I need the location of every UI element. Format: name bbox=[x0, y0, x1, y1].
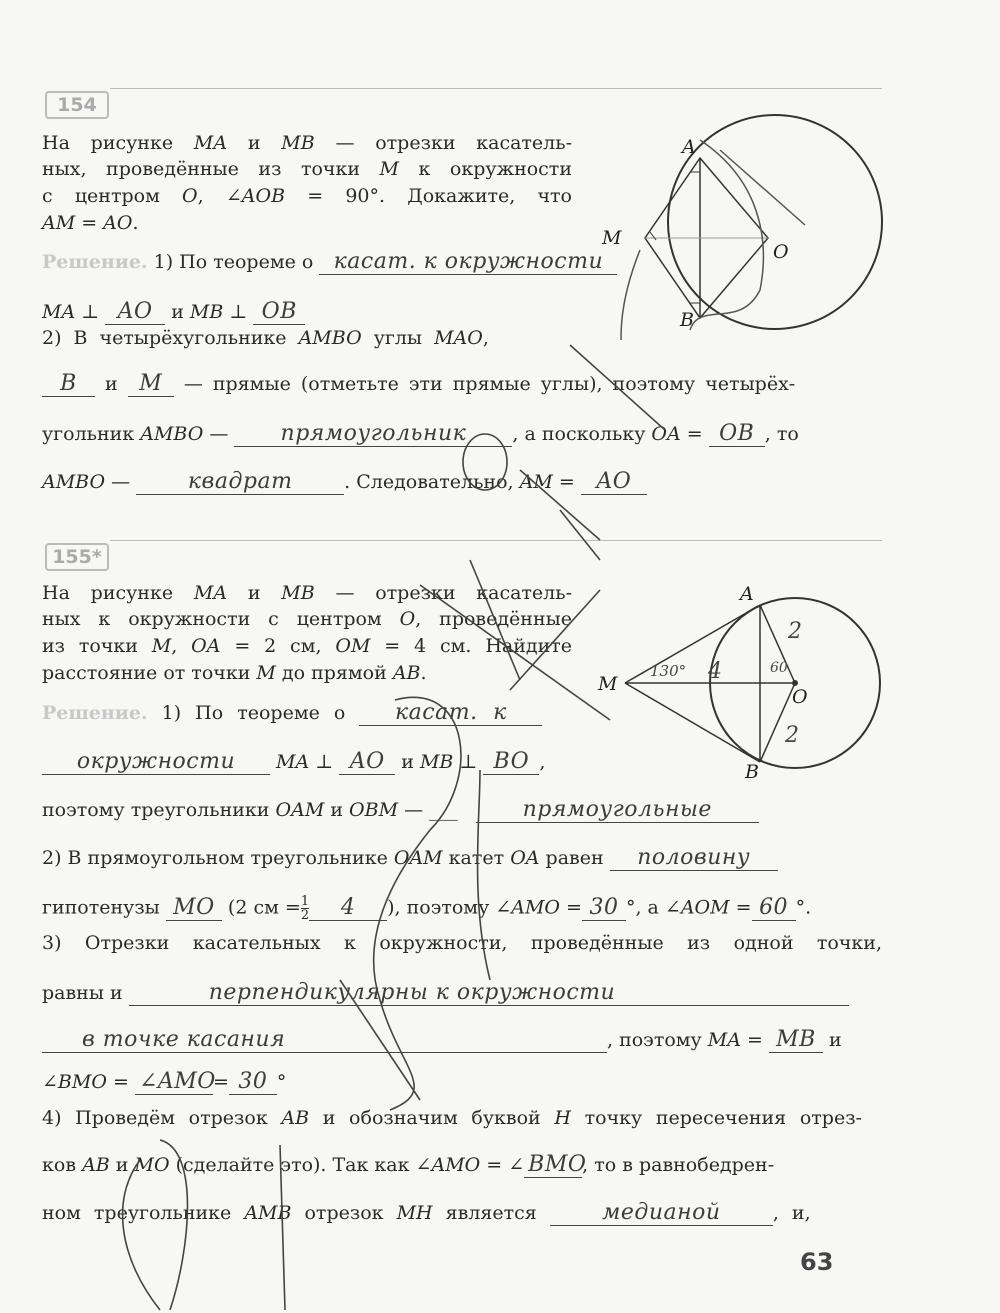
answer-field[interactable]: AO bbox=[339, 750, 395, 775]
answer-field[interactable]: MO bbox=[166, 896, 222, 921]
p155-statement-line-1: На рисунке MA и MB — отрезки касатель- bbox=[42, 582, 573, 604]
fraction-one-half: $\frac{1}{2}$ bbox=[300, 894, 310, 923]
point-label-b: B bbox=[680, 309, 694, 331]
p154-statement-line-2: ных, проведённые из точки M к окружности bbox=[42, 158, 572, 180]
problem-number-155: 155* bbox=[45, 543, 109, 571]
answer-field[interactable]: AO bbox=[105, 300, 165, 325]
answer-field[interactable]: половину bbox=[610, 846, 778, 871]
p155-statement-line-4: расстояние от точки M до прямой AB. bbox=[42, 662, 427, 684]
point-label-o: O bbox=[792, 686, 808, 708]
p155-isosceles-line: ков AB и MO (сделайте это). Так как ∠AMO = ∠ BMO, то в равнобедрен- bbox=[42, 1152, 775, 1177]
problem-number-154: 154 bbox=[45, 91, 109, 119]
page-number: 63 bbox=[800, 1248, 834, 1276]
p155-hypotenuse-line: гипотенузы MO (2 см = $\frac{1}{2}$ 4 ), поэтому ∠AMO = 30 °, а ∠AOM = 60 °. bbox=[42, 894, 812, 923]
answer-field[interactable]: касат. к окружности bbox=[319, 250, 617, 275]
p155-statement-line-3: из точки M, OA = 2 см, OM = 4 см. Найдите bbox=[42, 635, 572, 657]
answer-field[interactable]: 60 bbox=[752, 896, 796, 921]
p154-statement-line-1: На рисунке MA и MB — отрезки касатель- bbox=[42, 132, 573, 154]
p154-solution-step-2: 2) В четырёхугольнике AMBO углы MAO, bbox=[42, 327, 489, 349]
p155-solution-step-1: Решение. 1) По теореме о касат. к bbox=[42, 701, 542, 726]
handwritten-length: 2 bbox=[788, 619, 802, 644]
p154-rectangle-line: угольник AMBO — прямоугольник , а поскольку OA = OB , то bbox=[42, 421, 799, 446]
point-label-a: A bbox=[682, 136, 696, 158]
handwritten-angle: 130° bbox=[650, 662, 687, 680]
answer-field[interactable]: OB bbox=[253, 300, 305, 325]
answer-field[interactable]: в точке касания bbox=[42, 1028, 607, 1053]
p155-triangles-line: поэтому треугольники OAM и OBM — ___ прямоугольные bbox=[42, 798, 759, 823]
p154-statement-line-4: AM = AO. bbox=[42, 212, 139, 234]
answer-field[interactable]: прямоугольные bbox=[476, 798, 759, 823]
answer-field[interactable]: касат. к bbox=[359, 701, 542, 726]
handwritten-angle: 60 bbox=[770, 660, 788, 676]
point-label-b: B bbox=[745, 761, 759, 780]
answer-field[interactable]: 30 bbox=[582, 896, 626, 921]
answer-field[interactable]: медианой bbox=[550, 1201, 773, 1226]
point-label-a: A bbox=[740, 583, 754, 605]
answer-field[interactable]: квадрат bbox=[136, 470, 344, 495]
p154-perp-line: MA ⊥ AO и MB ⊥ OB bbox=[42, 300, 305, 325]
point-label-m: M bbox=[602, 227, 622, 249]
answer-field[interactable]: перпендикулярны к окружности bbox=[129, 981, 849, 1006]
p155-median-line: ном треугольнике AMB отрезок MH является медианой , и, bbox=[42, 1200, 811, 1225]
answer-field[interactable]: AO bbox=[581, 470, 647, 495]
handwritten-length: 2 bbox=[785, 723, 799, 748]
point-label-m: M bbox=[598, 673, 618, 695]
answer-field[interactable]: 4 bbox=[309, 896, 387, 921]
answer-field[interactable]: BO bbox=[483, 750, 539, 775]
p155-solution-step-4: 4) Проведём отрезок AB и обозначим буквой H точку пересечения отрез- bbox=[42, 1107, 862, 1129]
handwritten-length: 4 bbox=[708, 659, 722, 684]
p155-statement-line-2: ных к окружности с центром O, проведённые bbox=[42, 608, 572, 630]
p154-solution-step-1: Решение. 1) По теореме о касат. к окружности bbox=[42, 250, 617, 275]
answer-field[interactable]: окружности bbox=[42, 750, 270, 775]
answer-field[interactable]: прямоугольник bbox=[234, 422, 512, 447]
p155-solution-step-3: 3) Отрезки касательных к окружности, проведённые из одной точки, bbox=[42, 932, 882, 954]
p154-statement-line-3: с центром O, ∠AOB = 90°. Докажите, что bbox=[42, 185, 572, 207]
p154-right-angles-line: B и M — прямые (отметьте эти прямые углы), поэтому четырёх- bbox=[42, 372, 795, 397]
answer-field[interactable]: M bbox=[128, 372, 174, 397]
p155-perp-line: окружности MA ⊥ AO и MB ⊥ BO , bbox=[42, 750, 545, 775]
point-label-o: O bbox=[773, 241, 789, 263]
answer-field[interactable]: B bbox=[42, 372, 95, 397]
answer-field[interactable]: ∠AMO bbox=[135, 1070, 213, 1095]
answer-field[interactable]: MB bbox=[769, 1028, 823, 1053]
p155-angle-bmo-line: ∠BMO = ∠AMO= 30 ° bbox=[42, 1069, 287, 1094]
answer-field[interactable]: BMO bbox=[524, 1153, 582, 1178]
p155-equal-line: равны и перпендикулярны к окружности bbox=[42, 981, 849, 1006]
p155-solution-step-2: 2) В прямоугольном треугольнике OAM катет OA равен половину bbox=[42, 846, 778, 871]
answer-field[interactable]: OB bbox=[709, 422, 765, 447]
answer-field[interactable]: 30 bbox=[229, 1070, 277, 1095]
p155-ma-mb-line: в точке касания , поэтому MA = MB и bbox=[42, 1028, 842, 1053]
p154-square-line: AMBO — квадрат . Следовательно, AM = AO bbox=[42, 470, 647, 495]
